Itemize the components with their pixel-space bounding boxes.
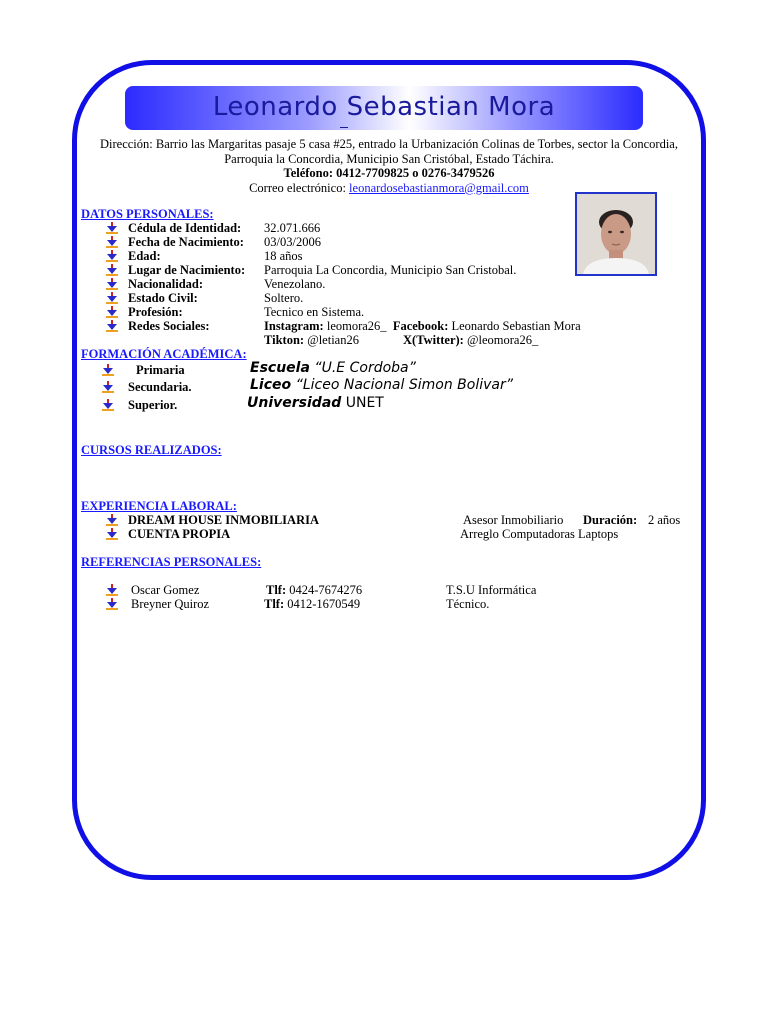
bullet-arrow-icon [106,584,118,596]
reference-name: Oscar Gomez [131,583,200,597]
bullet-arrow-icon [106,598,118,610]
personal-label: Cédula de Identidad: [128,221,242,235]
section-title-references: REFERENCIAS PERSONALES: [81,555,262,569]
personal-value: 03/03/2006 [264,235,321,249]
tiktok-label: Tikton: [264,333,305,347]
reference-phone-label: Tlf: [266,583,287,597]
social-row-twitter [403,333,538,347]
candidate-name: Leonardo Sebastian Mora [212,92,556,122]
institution-type: Liceo [250,377,292,393]
reference-title: Técnico. [446,597,490,611]
address-text: Dirección: Barrio las Margaritas pasaje 5 casa #25, entrado la Urbanización Colinas de Torbes, sector la Concordia, Parroquia la Concordia, Municipio San Cristóbal, Estado Táchira. [100,137,678,166]
section-title-education: FORMACIÓN ACADÉMICA: [81,347,247,361]
institution-type: Universidad [247,395,342,411]
phone-text: Teléfono: 0412-7709825 o 0276-3479526 [283,166,495,180]
bullet-arrow-icon [106,250,118,262]
bullet-arrow-icon [106,278,118,290]
email-label: Correo electrónico: [249,180,350,195]
personal-label: Edad: [128,249,161,263]
section-title-personal: DATOS PERSONALES: [81,207,214,221]
experience-company: DREAM HOUSE INMOBILIARIA [128,513,319,527]
instagram-handle: leomora26_ [323,319,387,333]
bullet-arrow-icon [106,236,118,248]
education-label: Secundaria. [128,380,192,394]
bullet-arrow-icon [106,528,118,540]
education-institution [250,377,513,393]
bullet-arrow-icon [106,320,118,332]
profile-photo-image [577,194,655,274]
bullet-arrow-icon [106,222,118,234]
section-title-courses: CURSOS REALIZADOS: [81,443,222,457]
reference-title: T.S.U Informática [446,583,537,597]
institution-name: “U.E Cordoba” [309,360,416,376]
personal-label: Fecha de Nacimiento: [128,235,244,249]
bullet-arrow-icon [106,306,118,318]
education-institution [250,360,416,376]
personal-value: 32.071.666 [264,221,321,235]
reference-phone-number: 0424-7674276 [286,583,363,597]
reference-phone [264,597,360,611]
bullet-arrow-icon [102,381,114,393]
bullet-arrow-icon [102,399,114,411]
experience-role: Asesor Inmobiliario [463,513,564,527]
reference-phone-number: 0412-1670549 [284,597,361,611]
bullet-arrow-icon [106,264,118,276]
education-institution [247,395,384,411]
social-row-1 [264,319,581,333]
personal-value: Soltero. [264,291,304,305]
twitter-handle: @leomora26_ [463,333,539,347]
name-banner [125,86,643,130]
reference-phone [266,583,362,597]
personal-value: 18 años [264,249,303,263]
social-row-tiktok [264,333,359,347]
experience-duration-label: Duración: [583,513,638,527]
email-link[interactable]: leonardosebastianmora@gmail.com [349,180,529,195]
twitter-label: X(Twitter): [403,333,464,347]
personal-label: Profesión: [128,305,183,319]
institution-name: “Liceo Nacional Simon Bolivar” [291,377,513,393]
experience-duration: 2 años [648,513,681,527]
personal-value: Venezolano. [264,277,326,291]
education-label: Primaria [136,363,185,377]
name-underscore-mark [340,127,348,128]
contact-block [80,137,698,195]
bullet-arrow-icon [102,364,114,376]
facebook-name: Leonardo Sebastian Mora [448,319,581,333]
personal-label: Nacionalidad: [128,277,204,291]
personal-value: Parroquia La Concordia, Municipio San Cristobal. [264,263,517,277]
profile-photo [575,192,657,276]
instagram-label: Instagram: [264,319,324,333]
section-title-experience: EXPERIENCIA LABORAL: [81,499,237,513]
personal-label: Lugar de Nacimiento: [128,263,246,277]
tiktok-handle: @letian26 [304,333,359,347]
reference-name: Breyner Quiroz [131,597,210,611]
reference-phone-label: Tlf: [264,597,285,611]
institution-type: Escuela [250,360,310,376]
personal-label: Redes Sociales: [128,319,210,333]
facebook-label: Facebook: [392,319,449,333]
personal-value: Tecnico en Sistema. [264,305,365,319]
bullet-arrow-icon [106,292,118,304]
education-label: Superior. [128,398,178,412]
institution-name: UNET [341,395,384,411]
bullet-arrow-icon [106,514,118,526]
personal-label: Estado Civil: [128,291,198,305]
experience-role: Arreglo Computadoras Laptops [460,527,619,541]
experience-company: CUENTA PROPIA [128,527,231,541]
